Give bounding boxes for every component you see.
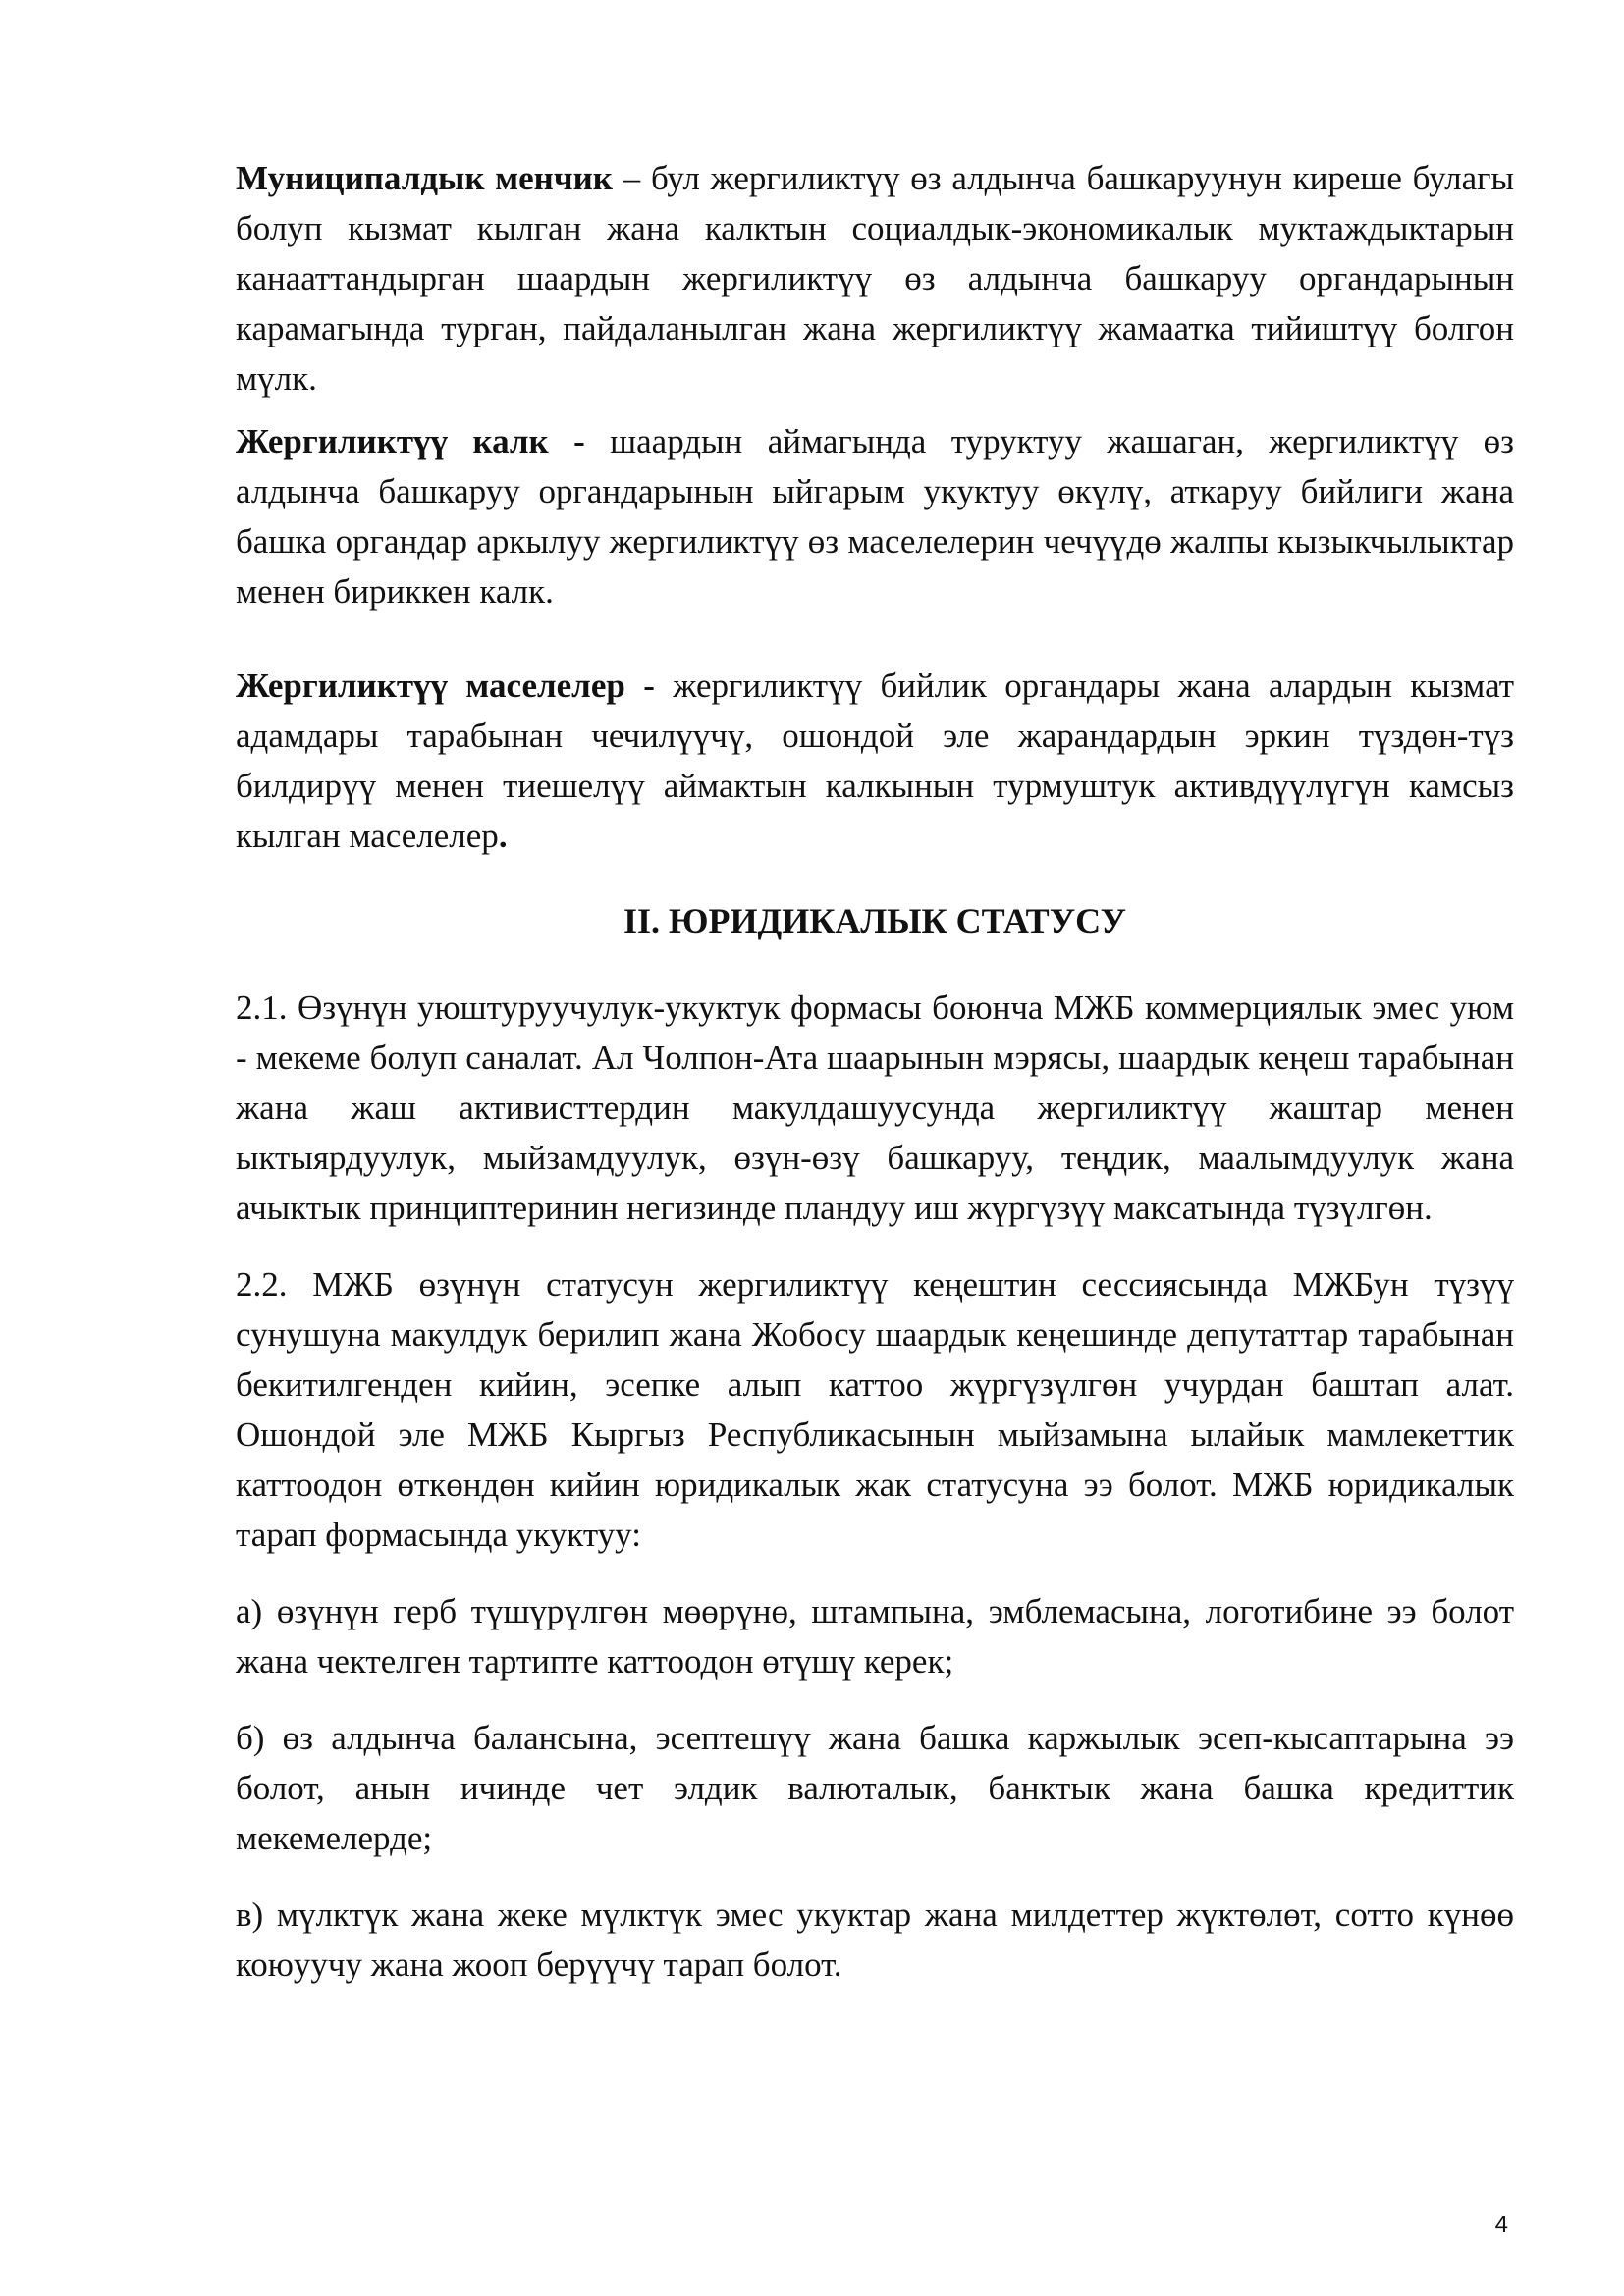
page-number: 4 xyxy=(1494,2212,1508,2238)
definition-local-population xyxy=(236,416,1514,616)
definition-text: – бул жергиликтүү өз алдынча башкаруунун киреше булагы болуп кызмат кылган жана калктын социалдык-экономикалык муктаждыктарын канааттандырган шаардын жергиликтүү өз алдынча башкаруу органдарынын карамагында турган, пайдаланылган жана жергиликтүү жамаатка тийиштүү болгон мүлк. xyxy=(236,159,1514,398)
paragraph-2-2-b: б) өз алдынча балансына, эсептешүү жана башка каржылык эсеп-кысаптарына ээ болот, анын ичинде чет элдик валюталык, банктык жана башка кредиттик мекемелерде; xyxy=(236,1719,1514,1857)
definition-term: Жергиликтүү калк - xyxy=(236,422,585,460)
paragraph-2-2: 2.2. МЖБ өзүнүн статусун жергиликтүү кеңештин сессиясында МЖБун түзүү сунушуна макулдук берилип жана Жобосу шаардык кеңешинде депутаттар тарабынан бекитилгенден кийин, эсепке алып каттоо жүргүзүлгөн учурдан баштап алат. Ошондой эле МЖБ Кыргыз Республикасынын мыйзамына ылайык мамлекеттик каттоодон өткөндөн кийин юридикалык жак статусуна ээ болот. МЖБ юридикалык тарап формасында укуктуу: xyxy=(236,1265,1514,1554)
definition-text: шаардын аймагында туруктуу жашаган, жергиликтүү өз алдынча башкаруу органдарынын ыйгарым укуктуу өкүлү, аткаруу бийлиги жана башка органдар аркылуу жергиликтүү өз маселелерин чечүүдө жалпы кызыкчылыктар менен бириккен калк. xyxy=(236,422,1514,611)
definition-end-mark: . xyxy=(498,817,508,855)
section-heading: II. ЮРИДИКАЛЫК СТАТУСУ xyxy=(623,901,1127,940)
paragraph-2-2-a: а) өзүнүн герб түшүрүлгөн мөөрүнө, штампына, эмблемасына, логотибине ээ болот жана чектелген тартипте каттоодон өтүшү керек; xyxy=(236,1592,1514,1681)
paragraph-2-1: 2.1. Өзүнүн уюштуруучулук-укуктук формасы боюнча МЖБ коммерциялык эмес уюм - мекеме болуп саналат. Ал Чолпон-Ата шаарынын мэрясы, шаардык кеңеш тарабынан жана жаш активисттердин макулдашуусунда жергиликтүү жаштар менен ыктыярдуулук, мыйзамдуулук, өзүн-өзү башкаруу, теңдик, маалымдуулук жана ачыктык принциптеринин негизинде пландуу иш жүргүзүү максатында түзүлгөн. xyxy=(236,988,1514,1227)
paragraph-2-2-v: в) мүлктүк жана жеке мүлктүк эмес укуктар жана милдеттер жүктөлөт, сотто күнөө коюуучу жана жооп берүүчү тарап болот. xyxy=(236,1896,1514,1984)
definition-text: жергиликтүү бийлик органдары жана алардын кызмат адамдары тарабынан чечилүүчү, ошондой эле жарандардын эркин түздөн-түз билдирүү менен тиешелүү аймактын калкынын турмуштук активдүүлүгүн камсыз кылган маселелер xyxy=(236,667,1514,855)
definition-term: Жергиликтүү маселелер - xyxy=(236,667,655,705)
page-content xyxy=(236,153,1514,1990)
definition-municipal-property xyxy=(236,153,1514,403)
definition-local-issues xyxy=(236,661,1514,861)
definition-term: Муниципалдык менчик xyxy=(236,159,613,197)
